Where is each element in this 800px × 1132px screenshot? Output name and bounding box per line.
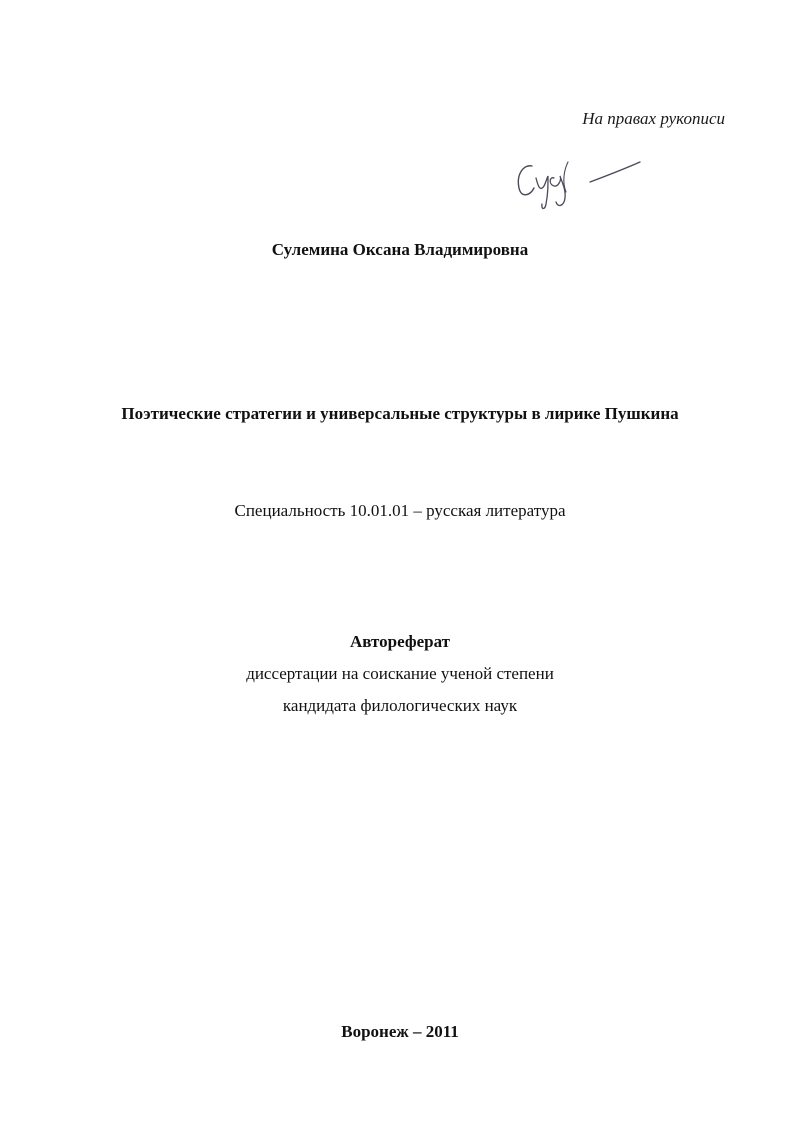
place-and-year: Воронеж – 2011: [341, 1022, 459, 1041]
specialty-line: Специальность 10.01.01 – русская литература: [234, 501, 566, 520]
manuscript-rights-note: На правах рукописи: [582, 109, 725, 128]
degree-description-line-2: кандидата филологических наук: [282, 696, 518, 715]
thesis-title: Поэтические стратегии и универсальные структуры в лирике Пушкина: [121, 404, 679, 423]
degree-description-line-1: диссертации на соискание ученой степени: [246, 664, 554, 683]
document-type-heading: Автореферат: [349, 632, 451, 651]
handwritten-signature: [510, 152, 650, 214]
author-name: Сулемина Оксана Владимировна: [271, 240, 529, 259]
